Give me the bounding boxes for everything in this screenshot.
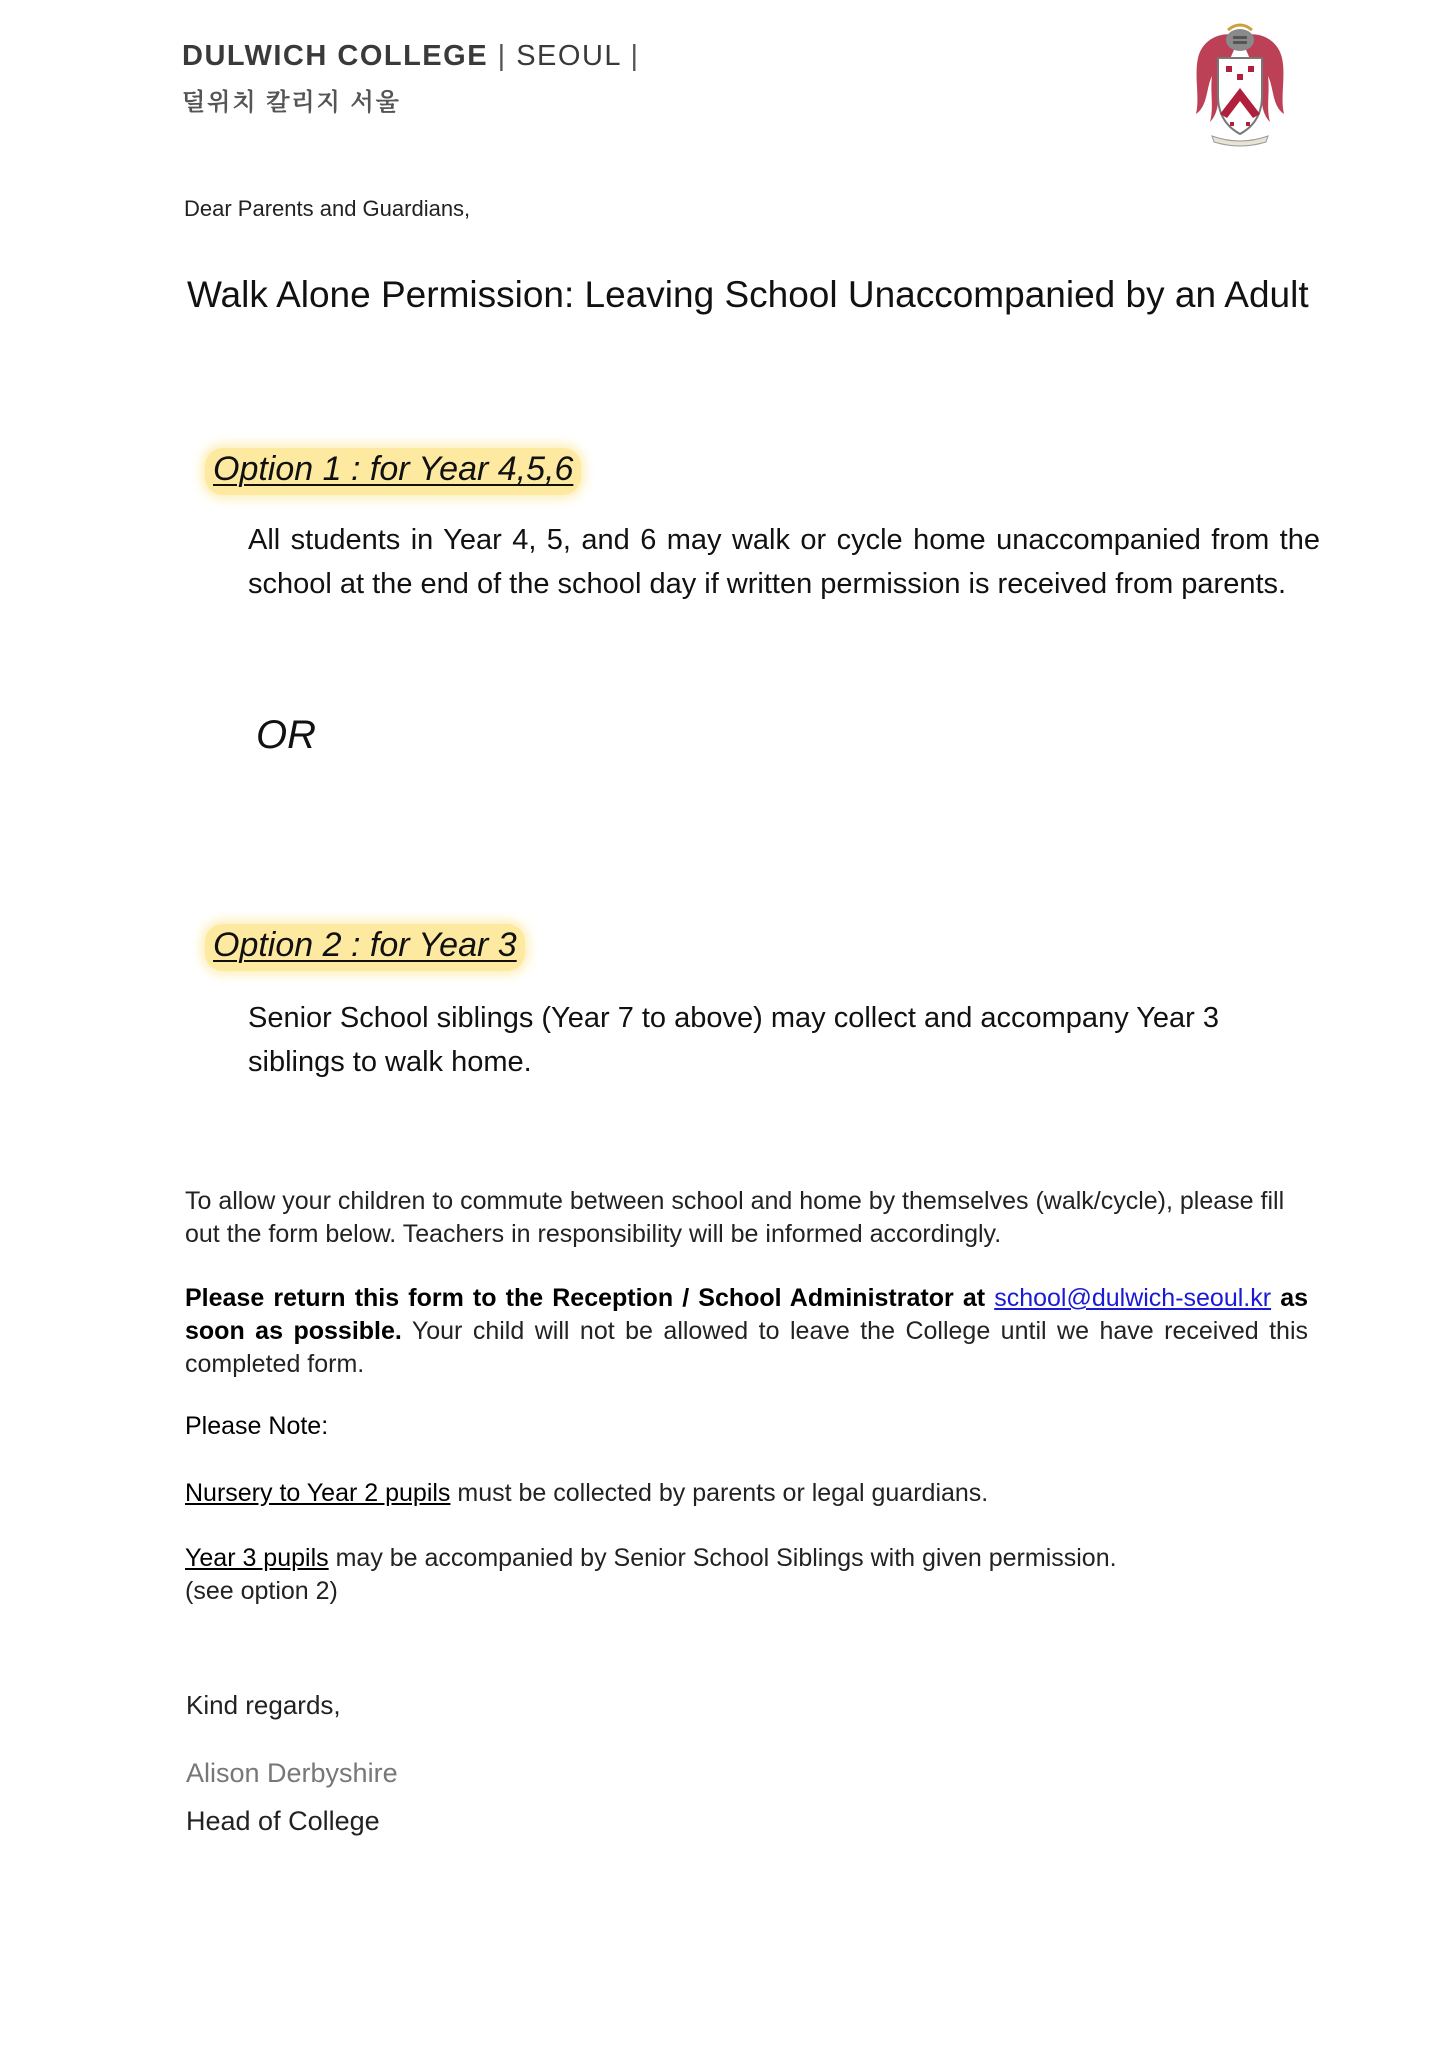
return-form-paragraph bbox=[185, 1282, 1308, 1381]
note-nursery-subject: Nursery to Year 2 pupils bbox=[185, 1479, 451, 1507]
or-separator: OR bbox=[256, 713, 316, 757]
brand-korean: 덜위치 칼리지 서울 bbox=[182, 89, 401, 116]
school-crest-icon bbox=[1190, 18, 1290, 148]
brand-name bbox=[182, 40, 640, 73]
note-year3 bbox=[185, 1542, 1308, 1608]
page-title: Walk Alone Permission: Leaving School Unaccompanied by an Adult bbox=[187, 274, 1309, 315]
return-form-warning: Your child will not be allowed to leave the College until we have received this completed form. bbox=[185, 1317, 1308, 1378]
instructions-paragraph: To allow your children to commute between school and home by themselves (walk/cycle), please fill out the form below. Teachers in responsibility will be informed accordingly. bbox=[185, 1187, 1285, 1248]
option-1-body: All students in Year 4, 5, and 6 may walk or cycle home unaccompanied from the school at the end of the school day if written permission is received from parents. bbox=[248, 524, 1320, 600]
brand-separator-end: | bbox=[630, 40, 640, 72]
brand-separator: | bbox=[497, 40, 517, 72]
note-year3-text: may be accompanied by Senior School Siblings with given permission. bbox=[335, 1544, 1117, 1572]
option-2-body-line-1: Senior School siblings (Year 7 to above) may collect and accompany Year 3 bbox=[248, 1002, 1220, 1034]
note-nursery-text: must be collected by parents or legal guardians. bbox=[457, 1479, 989, 1507]
option-1-heading: Option 1 : for Year 4,5,6 bbox=[205, 448, 581, 495]
option-2-body-line-2: siblings to walk home. bbox=[248, 1046, 532, 1078]
brand-name-text: DULWICH COLLEGE bbox=[182, 40, 489, 72]
note-year3-subject: Year 3 pupils bbox=[185, 1544, 329, 1572]
note-nursery bbox=[185, 1477, 1308, 1510]
signature: Alison Derbyshire bbox=[186, 1758, 398, 1788]
note-heading: Please Note: bbox=[185, 1412, 329, 1440]
return-form-urgency: as soon as possible. bbox=[185, 1284, 1309, 1345]
option-2-heading: Option 2 : for Year 3 bbox=[205, 924, 525, 971]
greeting: Dear Parents and Guardians, bbox=[184, 196, 471, 221]
option-2-body bbox=[248, 996, 1320, 1084]
closing-regards: Kind regards, bbox=[186, 1690, 341, 1720]
school-email-link[interactable]: school@dulwich-seoul.kr bbox=[994, 1284, 1272, 1312]
brand-location: SEOUL bbox=[516, 40, 621, 72]
note-year3-reference: (see option 2) bbox=[185, 1577, 338, 1605]
return-form-instruction: Please return this form to the Reception / School Administrator at bbox=[185, 1284, 986, 1312]
signatory-role: Head of College bbox=[186, 1806, 380, 1836]
